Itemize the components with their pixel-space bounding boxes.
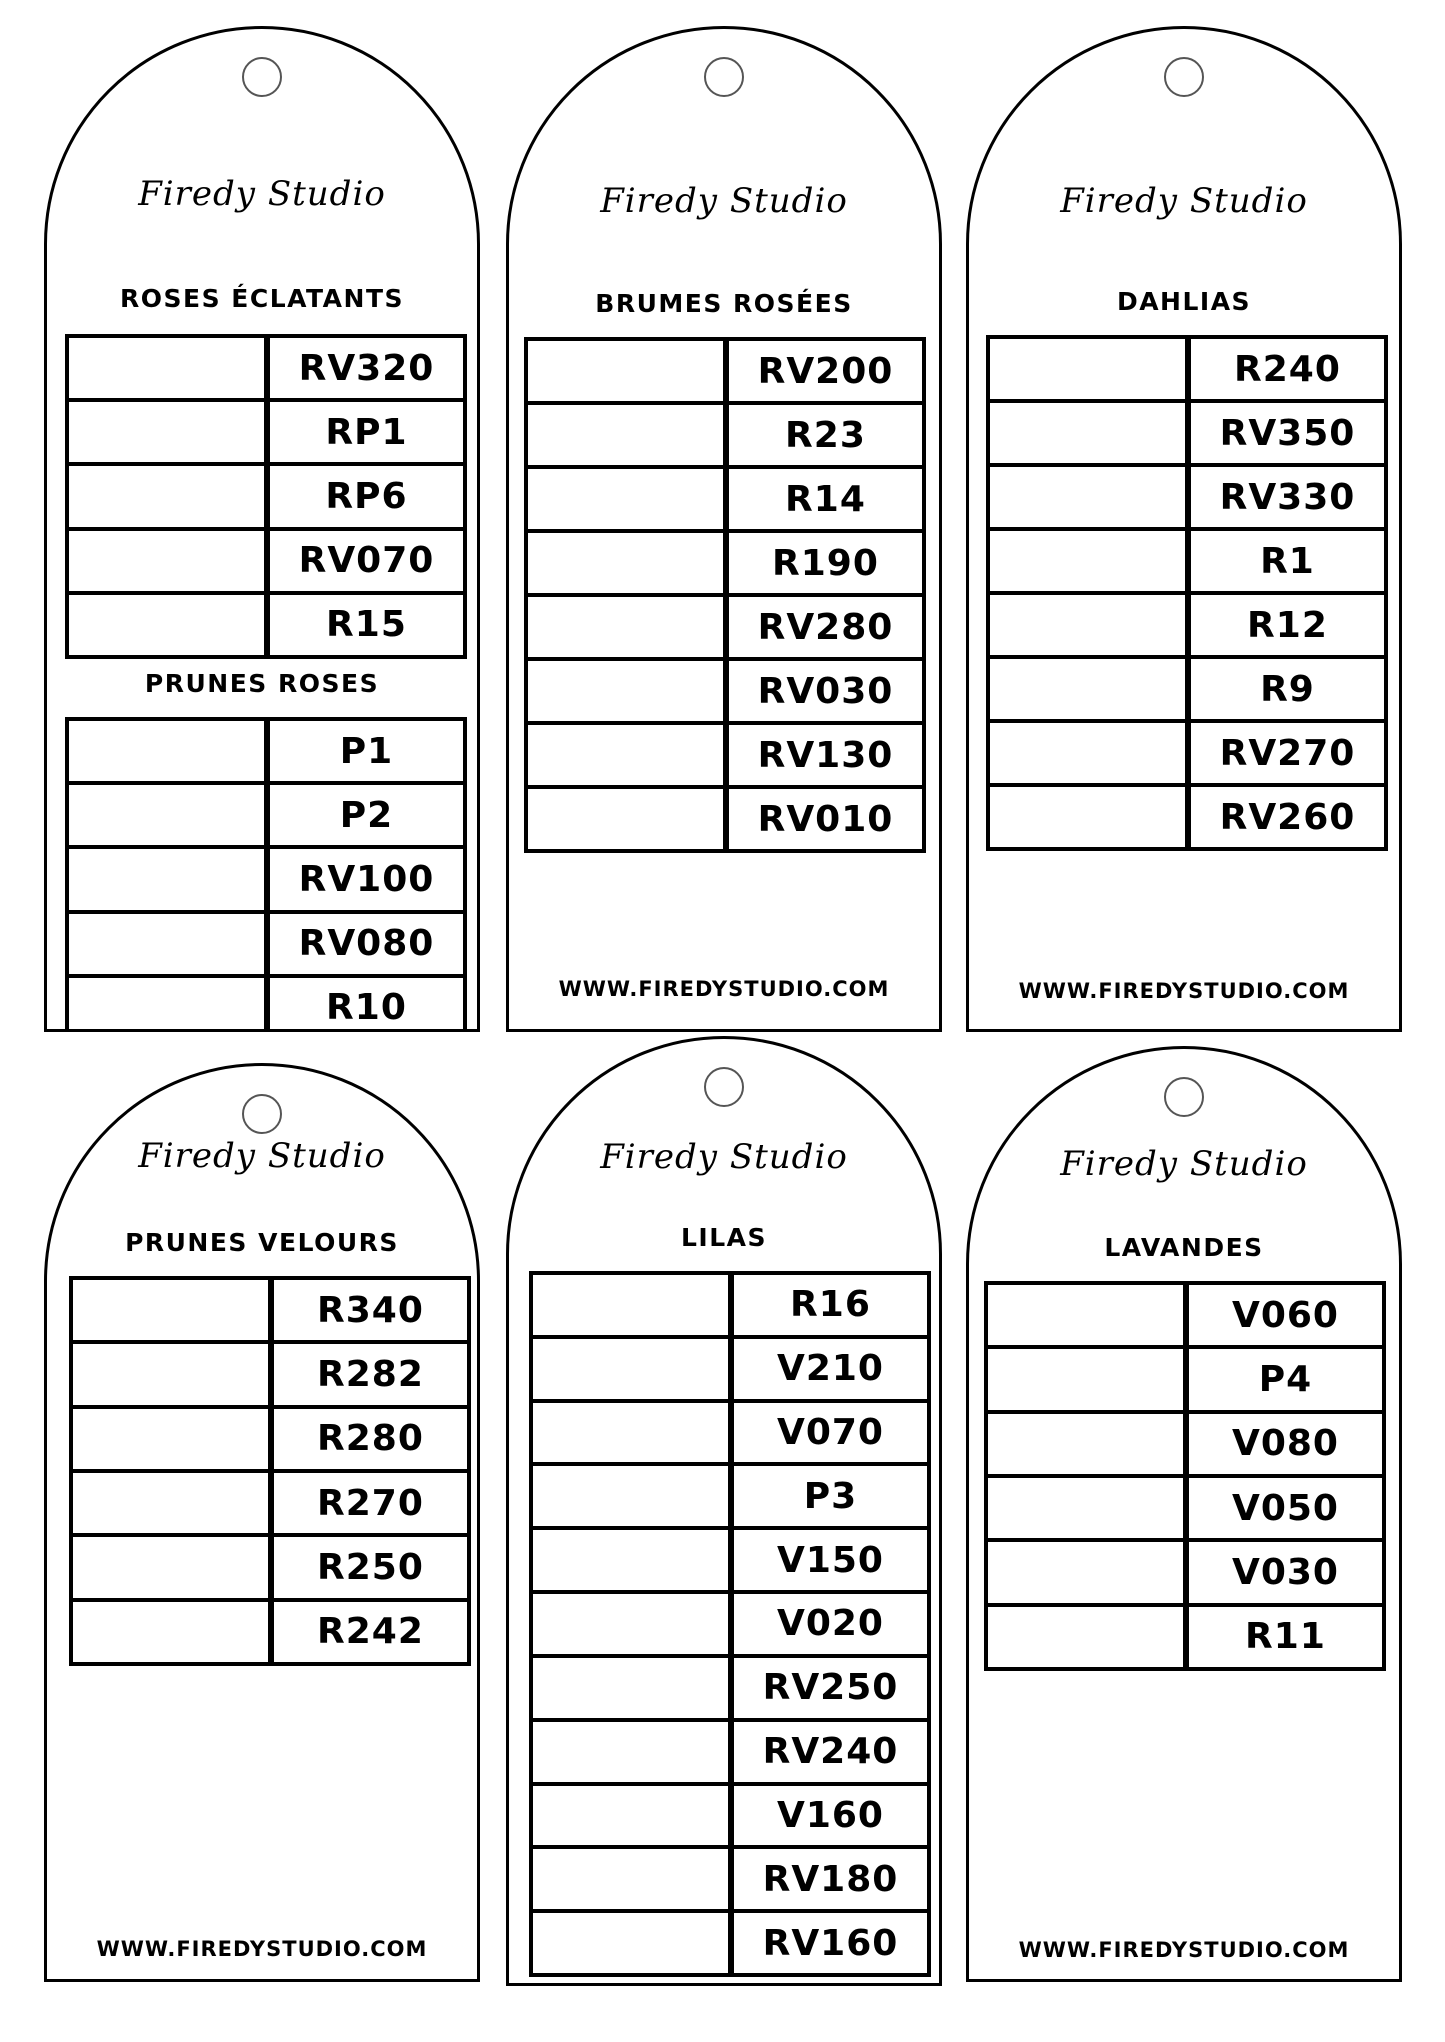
- swatch-row: [528, 341, 922, 401]
- swatch-row: [533, 1399, 927, 1463]
- section-title: ROSES ÉCLATANTS: [120, 284, 404, 313]
- swatch-row: [528, 721, 922, 785]
- swatch-row: [69, 398, 463, 462]
- swatch-row: [73, 1598, 467, 1662]
- swatch-tag: [44, 1063, 480, 1982]
- swatch-row: [528, 785, 922, 849]
- brand-signature: Firedy Studio: [600, 1137, 848, 1177]
- color-swatch-box: [528, 789, 729, 849]
- hang-hole: [1164, 57, 1204, 97]
- swatch-row: [73, 1469, 467, 1533]
- color-swatch-box: [988, 1542, 1189, 1602]
- color-swatch-box: [528, 533, 729, 593]
- color-code: R10: [326, 987, 407, 1029]
- color-swatch-box: [988, 1607, 1189, 1667]
- color-swatch-box: [533, 1849, 734, 1909]
- swatch-row: [73, 1280, 467, 1340]
- color-swatch-box: [69, 466, 270, 526]
- swatch-row: [990, 591, 1384, 655]
- color-swatch-box: [990, 403, 1191, 463]
- swatch-row: [988, 1410, 1382, 1474]
- color-swatch-box: [69, 849, 270, 909]
- color-code: V150: [776, 1539, 884, 1581]
- color-code: RV030: [757, 670, 894, 712]
- color-code: V070: [776, 1412, 884, 1454]
- website-url: WWW.FIREDYSTUDIO.COM: [1018, 1938, 1350, 1962]
- color-swatch-box: [69, 531, 270, 591]
- hang-hole: [242, 57, 282, 97]
- color-code: RV070: [298, 540, 435, 582]
- color-swatch-box: [528, 597, 729, 657]
- color-swatch-box: [533, 1722, 734, 1782]
- color-code: RV270: [1219, 732, 1356, 774]
- color-swatch-box: [73, 1473, 274, 1533]
- swatch-grid: [65, 717, 467, 1032]
- swatch-row: [69, 338, 463, 398]
- color-code: V030: [1231, 1551, 1339, 1593]
- swatch-row: [533, 1590, 927, 1654]
- color-code: R9: [1260, 668, 1315, 710]
- swatch-grid: [65, 334, 467, 659]
- color-swatch-box: [988, 1349, 1189, 1409]
- color-code: R340: [317, 1289, 424, 1331]
- swatch-row: [990, 783, 1384, 847]
- color-code: P3: [803, 1475, 858, 1517]
- website-url: WWW.FIREDYSTUDIO.COM: [1018, 979, 1350, 1003]
- swatch-row: [533, 1782, 927, 1846]
- swatch-row: [69, 845, 463, 909]
- color-swatch-box: [990, 531, 1191, 591]
- color-swatch-box: [69, 402, 270, 462]
- color-code: R15: [326, 604, 407, 646]
- swatch-row: [988, 1538, 1382, 1602]
- swatch-row: [990, 655, 1384, 719]
- color-swatch-box: [73, 1409, 274, 1469]
- color-code: R280: [317, 1418, 424, 1460]
- section-title: PRUNES ROSES: [144, 669, 380, 698]
- color-swatch-box: [69, 978, 270, 1032]
- swatch-tag: [44, 26, 480, 1032]
- color-swatch-box: [990, 595, 1191, 655]
- color-swatch-box: [528, 725, 729, 785]
- color-swatch-box: [528, 405, 729, 465]
- brand-signature: Firedy Studio: [600, 181, 848, 221]
- color-swatch-box: [990, 339, 1191, 399]
- swatch-row: [988, 1285, 1382, 1345]
- swatch-row: [533, 1335, 927, 1399]
- section-title: DAHLIAS: [1116, 287, 1252, 316]
- color-swatch-box: [988, 1285, 1189, 1345]
- swatch-grid: [984, 1281, 1386, 1671]
- swatch-row: [990, 463, 1384, 527]
- swatch-row: [69, 462, 463, 526]
- color-swatch-box: [69, 721, 270, 781]
- color-swatch-box: [533, 1530, 734, 1590]
- color-swatch-box: [990, 659, 1191, 719]
- hang-hole: [704, 57, 744, 97]
- color-swatch-box: [533, 1466, 734, 1526]
- color-swatch-box: [73, 1602, 274, 1662]
- hang-hole: [242, 1094, 282, 1134]
- brand-signature: Firedy Studio: [138, 174, 386, 214]
- swatch-row: [533, 1654, 927, 1718]
- color-swatch-box: [533, 1594, 734, 1654]
- color-code: V160: [776, 1794, 884, 1836]
- section-title: LILAS: [680, 1223, 767, 1252]
- color-swatch-box: [533, 1913, 734, 1973]
- swatch-row: [990, 527, 1384, 591]
- swatch-row: [988, 1474, 1382, 1538]
- swatch-row: [528, 529, 922, 593]
- color-swatch-box: [990, 723, 1191, 783]
- swatch-row: [533, 1845, 927, 1909]
- brand-signature: Firedy Studio: [138, 1136, 386, 1176]
- color-swatch-box: [528, 341, 729, 401]
- swatch-row: [988, 1603, 1382, 1667]
- color-code: RV250: [762, 1667, 899, 1709]
- color-swatch-box: [69, 595, 270, 655]
- color-swatch-box: [990, 467, 1191, 527]
- swatch-row: [533, 1462, 927, 1526]
- color-code: R12: [1247, 604, 1328, 646]
- color-swatch-box: [533, 1339, 734, 1399]
- color-code: R282: [317, 1353, 424, 1395]
- color-swatch-box: [990, 787, 1191, 847]
- swatch-row: [990, 399, 1384, 463]
- color-swatch-box: [988, 1478, 1189, 1538]
- color-code: RV080: [298, 923, 435, 965]
- swatch-grid: [69, 1276, 471, 1666]
- color-code: R1: [1260, 540, 1315, 582]
- color-code: V080: [1231, 1423, 1339, 1465]
- color-swatch-box: [73, 1537, 274, 1597]
- color-code: V060: [1231, 1294, 1339, 1336]
- color-code: R14: [785, 478, 866, 520]
- color-swatch-box: [73, 1280, 274, 1340]
- color-code: P1: [339, 730, 394, 772]
- color-code: R242: [317, 1611, 424, 1653]
- color-code: V210: [776, 1348, 884, 1390]
- website-url: WWW.FIREDYSTUDIO.COM: [558, 977, 890, 1001]
- hang-hole: [1164, 1077, 1204, 1117]
- color-swatch-box: [533, 1786, 734, 1846]
- color-code: RV180: [762, 1858, 899, 1900]
- color-swatch-box: [69, 338, 270, 398]
- color-code: RV200: [757, 350, 894, 392]
- swatch-row: [528, 657, 922, 721]
- color-swatch-box: [988, 1414, 1189, 1474]
- swatch-row: [73, 1405, 467, 1469]
- section-title: PRUNES VELOURS: [125, 1228, 399, 1257]
- color-code: RV100: [298, 859, 435, 900]
- color-code: RV260: [1219, 796, 1356, 838]
- color-code: RV280: [757, 606, 894, 648]
- color-code: R270: [317, 1482, 424, 1524]
- swatch-row: [988, 1345, 1382, 1409]
- swatch-row: [990, 719, 1384, 783]
- swatch-tag: [506, 1036, 942, 1986]
- color-code: V020: [776, 1603, 884, 1645]
- color-code: R240: [1234, 348, 1341, 390]
- swatch-row: [73, 1533, 467, 1597]
- swatch-row: [990, 339, 1384, 399]
- color-code: R190: [772, 542, 879, 584]
- color-code: R16: [790, 1284, 871, 1326]
- brand-signature: Firedy Studio: [1060, 1144, 1308, 1184]
- website-url: WWW.FIREDYSTUDIO.COM: [96, 1937, 428, 1961]
- color-swatch-box: [533, 1275, 734, 1335]
- color-code: R23: [785, 414, 866, 456]
- color-code: RV240: [762, 1731, 899, 1773]
- color-swatch-box: [528, 661, 729, 721]
- swatch-row: [533, 1526, 927, 1590]
- swatch-row: [69, 910, 463, 974]
- swatch-tag: [966, 1046, 1402, 1982]
- swatch-tag: [506, 26, 942, 1032]
- swatch-row: [69, 721, 463, 781]
- color-code: RV350: [1219, 412, 1356, 454]
- swatch-grid: [524, 337, 926, 853]
- color-code: R11: [1245, 1616, 1326, 1658]
- color-swatch-box: [533, 1403, 734, 1463]
- swatch-tag: [966, 26, 1402, 1032]
- swatch-row: [533, 1718, 927, 1782]
- color-swatch-box: [73, 1344, 274, 1404]
- section-title: BRUMES ROSÉES: [595, 289, 853, 318]
- swatch-row: [528, 593, 922, 657]
- swatch-row: [69, 974, 463, 1032]
- color-swatch-box: [533, 1658, 734, 1718]
- swatch-row: [528, 465, 922, 529]
- color-swatch-box: [69, 914, 270, 974]
- swatch-row: [528, 401, 922, 465]
- swatch-row: [533, 1275, 927, 1335]
- hang-hole: [704, 1067, 744, 1107]
- swatch-row: [69, 591, 463, 655]
- color-code: RV010: [757, 798, 894, 840]
- color-code: RV320: [298, 347, 435, 389]
- color-code: RP6: [325, 476, 408, 517]
- color-code: RV160: [762, 1922, 899, 1964]
- color-code: V050: [1231, 1487, 1339, 1529]
- color-code: RV330: [1219, 476, 1356, 518]
- swatch-grid: [529, 1271, 931, 1977]
- swatch-grid: [986, 335, 1388, 851]
- color-code: R250: [317, 1546, 424, 1588]
- color-code: RP1: [325, 411, 408, 453]
- color-swatch-box: [528, 469, 729, 529]
- brand-signature: Firedy Studio: [1060, 181, 1308, 221]
- color-code: P2: [339, 794, 394, 836]
- color-swatch-box: [69, 785, 270, 845]
- section-title: LAVANDES: [1104, 1233, 1264, 1262]
- color-code: RV130: [757, 734, 894, 776]
- color-code: P4: [1258, 1358, 1313, 1400]
- swatch-row: [533, 1909, 927, 1973]
- swatch-row: [69, 527, 463, 591]
- swatch-row: [69, 781, 463, 845]
- swatch-row: [73, 1340, 467, 1404]
